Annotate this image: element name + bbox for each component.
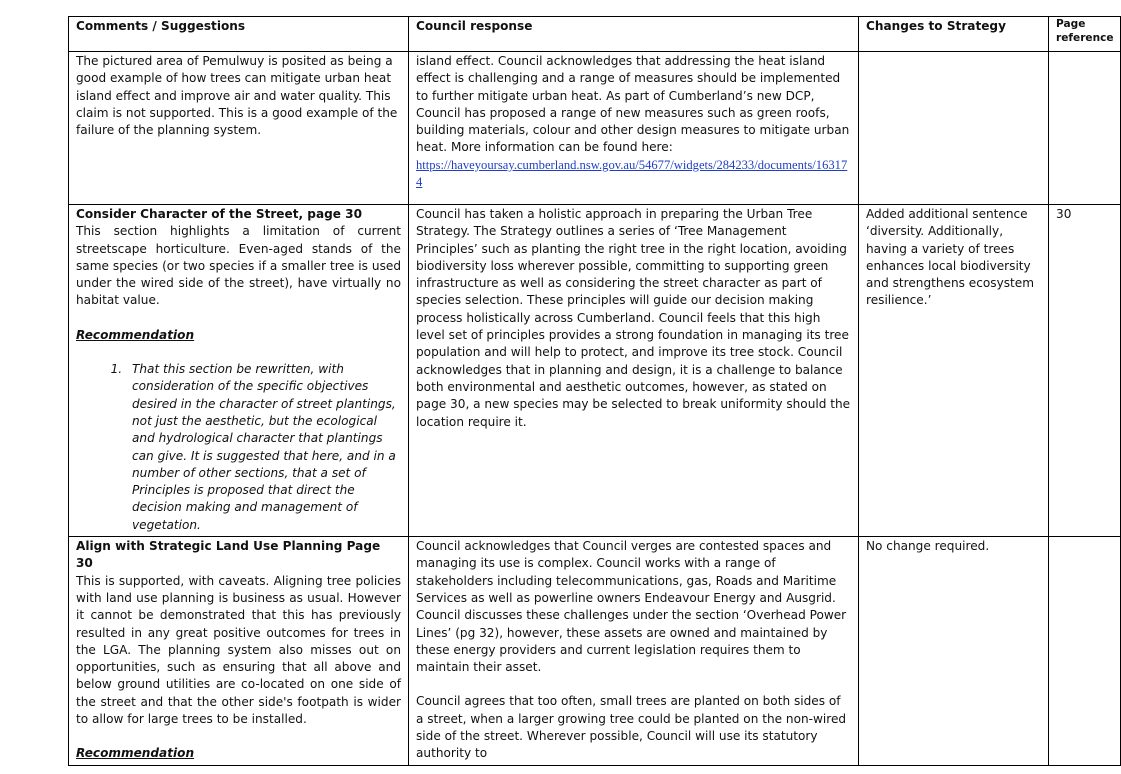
submissions-table — [68, 16, 1121, 766]
response-link[interactable]: https://haveyoursay.cumberland.nsw.gov.au/54677/widgets/284233/documents/163174 — [416, 157, 848, 189]
changes-cell: Added additional sentence ‘diversity. Additionally, having a variety of trees enhances local biodiversity and strengthens ecosystem resilience.’ — [859, 205, 1049, 537]
header-changes: Changes to Strategy — [859, 17, 1049, 52]
table-row — [69, 537, 1121, 766]
header-comments: Comments / Suggestions — [69, 17, 409, 52]
page-cell — [1049, 52, 1121, 205]
recommendation-heading: Recommendation — [76, 327, 195, 342]
comment-title: Consider Character of the Street, page 30 — [76, 207, 363, 221]
paragraph-gap — [416, 676, 851, 693]
page-cell — [1049, 537, 1121, 766]
recommendation-heading: Recommendation — [76, 746, 195, 761]
changes-cell — [859, 52, 1049, 205]
comment-text: This is supported, with caveats. Aligning tree policies with land use planning is business as usual. However it cannot be demonstrated that this has previously resulted in any great positive outcomes for trees in the LGA. The planning system also misses out on opportunities, such as ensuring that all above and below ground utilities are co-located on one side of the street and that the other side's footpath is wider to allow for large trees to be installed. — [76, 573, 401, 727]
response-text: island effect. Council acknowledges that addressing the heat island effect is challenging and a range of measures should be implemented to further mitigate urban heat. As part of Cumberland’s new DCP, Council has proposed a range of new measures such as green roofs, building materials, colour and other design measures to mitigate urban heat. More information can be found here: — [416, 54, 850, 155]
response-cell — [409, 537, 859, 766]
comment-cell — [69, 537, 409, 766]
response-cell — [409, 52, 859, 205]
header-row — [69, 17, 1121, 52]
page-cell: 30 — [1049, 205, 1121, 537]
response-text: Council acknowledges that Council verges are contested spaces and managing its use is complex. Council works with a range of stakeholders including telecommunications, gas, Roads and Maritime Services as well as powerline owners Endeavour Energy and Ausgrid. Council discusses these challenges under the section ‘Overhead Power Lines’ (pg 32), however, these assets are owned and maintained by these energy providers and current legislation requires them to maintain their asset. — [416, 539, 847, 675]
response-text-2: Council agrees that too often, small trees are planted on both sides of a street, when a larger growing tree could be planted on the non-wired side of the street. Wherever possible, Council will use its statutory authority to — [416, 694, 847, 761]
comment-text: The pictured area of Pemulwuy is posited as being a good example of how trees can mitigate urban heat island effect and improve air and water quality. This claim is not supported. This is a good example of the failure of the planning system. — [76, 54, 398, 138]
comment-title: Align with Strategic Land Use Planning Page 30 — [76, 539, 381, 571]
header-page-reference: Page reference — [1049, 17, 1121, 52]
response-cell: Council has taken a holistic approach in preparing the Urban Tree Strategy. The Strategy outlines a series of ‘Tree Management Principles’ such as planting the right tree in the right location, avoiding biodiversity loss wherever possible, committing to supporting green infrastructure as well as considering the street character as part of species selection. These principles will guide our decision making process holistically across Cumberland. Council feels that this high level set of principles provides a strong foundation in managing its tree population and will help to protect, and improve its tree stock. Council acknowledges that in planning and design, it is a challenge to balance both environmental and aesthetic outcomes, however, as stated on page 30, a new species may be selected to break uniformity should the location require it. — [409, 205, 859, 537]
header-response: Council response — [409, 17, 859, 52]
recommendation-item: 1. That this section be rewritten, with consideration of the specific objectives desired in the character of street plantings, not just the aesthetic, but the ecological and hydrological character that plantings can give. It is suggested that here, and in a number of other sections, that a set of Principles is proposed that direct the decision making and management of vegetation. — [126, 361, 401, 534]
recommendation-list — [76, 361, 401, 534]
changes-cell: No change required. — [859, 537, 1049, 766]
table-row — [69, 205, 1121, 537]
comment-cell — [69, 205, 409, 537]
table-row — [69, 52, 1121, 205]
comment-cell — [69, 52, 409, 205]
comment-text: This section highlights a limitation of current streetscape horticulture. Even-aged stands of the same species (or two species if a smaller tree is used under the wired side of the street), have virtually no habitat value. — [76, 224, 401, 308]
